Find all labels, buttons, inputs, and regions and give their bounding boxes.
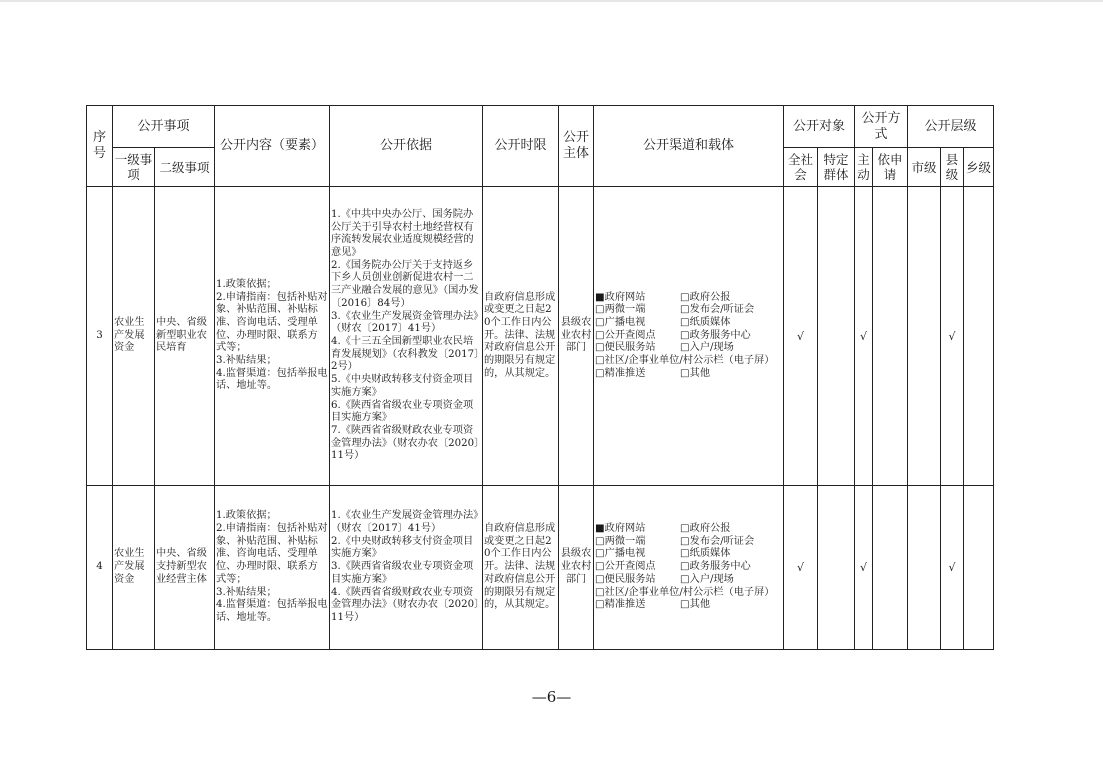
row-channels	[594, 486, 784, 650]
row-seq: 3	[87, 187, 113, 486]
disclosure-table	[86, 105, 994, 650]
channel-weibo-wechat: □两微一端	[595, 535, 646, 547]
page-number: —6—	[531, 688, 572, 706]
row-time: 自政府信息形成或变更之日起20个工作日内公开。法律、法规对政府信息公开的期限另有规定的，从其规定。	[483, 486, 559, 650]
check-level-county: √	[941, 486, 964, 650]
basis-line: 1.《农业生产发展资金管理办法》（财农〔2017〕41号）	[331, 510, 479, 535]
header-method: 公开方式	[855, 106, 908, 148]
row-content	[215, 486, 330, 650]
table-row	[87, 187, 994, 486]
basis-line: 4.《陕西省省级财政农业专项资金管理办法》（财农办农〔2020〕11号）	[331, 586, 480, 623]
header-content: 公开内容（要素）	[215, 106, 330, 187]
row-subject: 县级农业农村部门	[559, 187, 594, 486]
header-item: 公开事项	[113, 106, 215, 148]
row-subject: 县级农业农村部门	[559, 486, 594, 650]
channel-press-hearing: □发布会/听证会	[680, 304, 755, 316]
row-level2: 中央、省级新型职业农民培育	[155, 187, 215, 486]
basis-line: 4.《十三五全国新型职业农民培育发展规划》（农科教发〔2017〕2号）	[331, 336, 480, 373]
channel-onsite: □入户/现场	[680, 342, 734, 354]
content-line: 4.监督渠道：包括举报电话、地址等。	[216, 599, 328, 623]
channel-targeted-push: □精准推送	[595, 599, 646, 611]
basis-line: 1.《中共中央办公厅、国务院办公厅关于引导农村土地经营权有序流转发展农业适度规模经营的意见》	[331, 208, 474, 259]
channel-press-hearing: □发布会/听证会	[680, 535, 755, 547]
channel-public-access-point: □公开查阅点	[595, 561, 656, 573]
channel-bulletin-board: □社区/企事业单位/村公示栏（电子屏）	[595, 355, 775, 367]
header-target-specific: 特定群体	[818, 148, 855, 187]
channel-print-media: □纸质媒体	[680, 548, 731, 560]
content-line: 2.申请指南：包括补贴对象、补贴范围、补贴标准、咨询电话、受理单位、办理时限、联系方式等；	[216, 523, 328, 585]
content-line: 2.申请指南：包括补贴对象、补贴范围、补贴标准、咨询电话、受理单位、办理时限、联系方式等；	[216, 291, 328, 354]
row-level1: 农业生产发展资金	[113, 187, 155, 486]
channel-gov-gazette: □政府公报	[680, 291, 731, 303]
channel-gov-website: ■政府网站	[595, 523, 646, 535]
basis-line: 2.《国务院办公厅关于支持返乡下乡人员创业创新促进农村一二三产业融合发展的意见》（国办发〔2016〕84号）	[331, 259, 479, 309]
content-line: 3.补贴结果；	[216, 586, 277, 598]
channel-service-station: □便民服务站	[595, 573, 656, 585]
basis-line: 6.《陕西省省级农业专项资金项目实施方案》	[331, 399, 474, 424]
check-target-all: √	[784, 187, 818, 486]
content-line: 1.政策依据；	[216, 510, 277, 522]
channel-print-media: □纸质媒体	[680, 316, 731, 328]
channel-bulletin-board: □社区/企事业单位/村公示栏（电子屏）	[595, 586, 775, 598]
row-seq: 4	[87, 486, 113, 650]
row-content	[215, 187, 330, 486]
check-level-city	[908, 486, 941, 650]
check-target-all: √	[784, 486, 818, 650]
channel-targeted-push: □精准推送	[595, 367, 646, 379]
row-time: 自政府信息形成或变更之日起20个工作日内公开。法律、法规对政府信息公开的期限另有规定的，从其规定。	[483, 187, 559, 486]
header-level1: 一级事项	[113, 148, 155, 187]
check-level-city	[908, 187, 941, 486]
channel-gov-website: ■政府网站	[595, 291, 646, 303]
header-level-town: 乡级	[964, 148, 994, 187]
check-method-active: √	[855, 187, 873, 486]
header-time: 公开时限	[483, 106, 559, 187]
header-target: 公开对象	[784, 106, 855, 148]
header-seq: 序号	[87, 106, 113, 187]
content-line: 4.监督渠道：包括举报电话、地址等。	[216, 367, 328, 392]
header-channels: 公开渠道和载体	[594, 106, 784, 187]
header-level-city: 市级	[908, 148, 941, 187]
header-level-county: 县级	[941, 148, 964, 187]
scan-edge	[0, 0, 1103, 2]
check-target-specific	[818, 187, 855, 486]
channel-service-center: □政务服务中心	[680, 329, 751, 341]
check-target-specific	[818, 486, 855, 650]
header-level2: 二级事项	[155, 148, 215, 187]
basis-line: 3.《农业生产发展资金管理办法》（财农〔2017〕41号）	[331, 310, 479, 335]
row-basis	[330, 486, 483, 650]
content-line: 1.政策依据；	[216, 278, 277, 290]
basis-line: 3.《陕西省省级农业专项资金项目实施方案》	[331, 561, 474, 585]
channel-onsite: □入户/现场	[680, 573, 734, 585]
row-level2: 中央、省级支持新型农业经营主体	[155, 486, 215, 650]
check-method-request	[873, 187, 908, 486]
header-basis: 公开依据	[330, 106, 483, 187]
check-level-town	[964, 486, 994, 650]
channel-service-station: □便民服务站	[595, 342, 656, 354]
check-level-county: √	[941, 187, 964, 486]
channel-other: □其他	[680, 367, 711, 379]
basis-line: 2.《中央财政转移支付资金项目实施方案》	[331, 535, 474, 560]
header-method-active: 主动	[855, 148, 873, 187]
channel-broadcast: □广播电视	[595, 316, 646, 328]
channel-broadcast: □广播电视	[595, 548, 646, 560]
row-basis	[330, 187, 483, 486]
row-level1: 农业生产发展资金	[113, 486, 155, 650]
channel-other: □其他	[680, 599, 711, 611]
basis-line: 5.《中央财政转移支付资金项目实施方案》	[331, 374, 474, 398]
check-method-request	[873, 486, 908, 650]
channel-public-access-point: □公开查阅点	[595, 329, 656, 341]
row-channels	[594, 187, 784, 486]
channel-service-center: □政务服务中心	[680, 561, 751, 573]
channel-weibo-wechat: □两微一端	[595, 304, 646, 316]
header-subject: 公开主体	[559, 106, 594, 187]
header-target-all: 全社会	[784, 148, 818, 187]
header-method-request: 依申请	[873, 148, 908, 187]
basis-line: 7.《陕西省省级财政农业专项资金管理办法》（财农办农〔2020〕11号）	[331, 424, 480, 462]
table-row	[87, 486, 994, 650]
channel-gov-gazette: □政府公报	[680, 523, 731, 535]
content-line: 3.补贴结果；	[216, 355, 277, 367]
check-level-town	[964, 187, 994, 486]
header-level: 公开层级	[908, 106, 994, 148]
check-method-active: √	[855, 486, 873, 650]
